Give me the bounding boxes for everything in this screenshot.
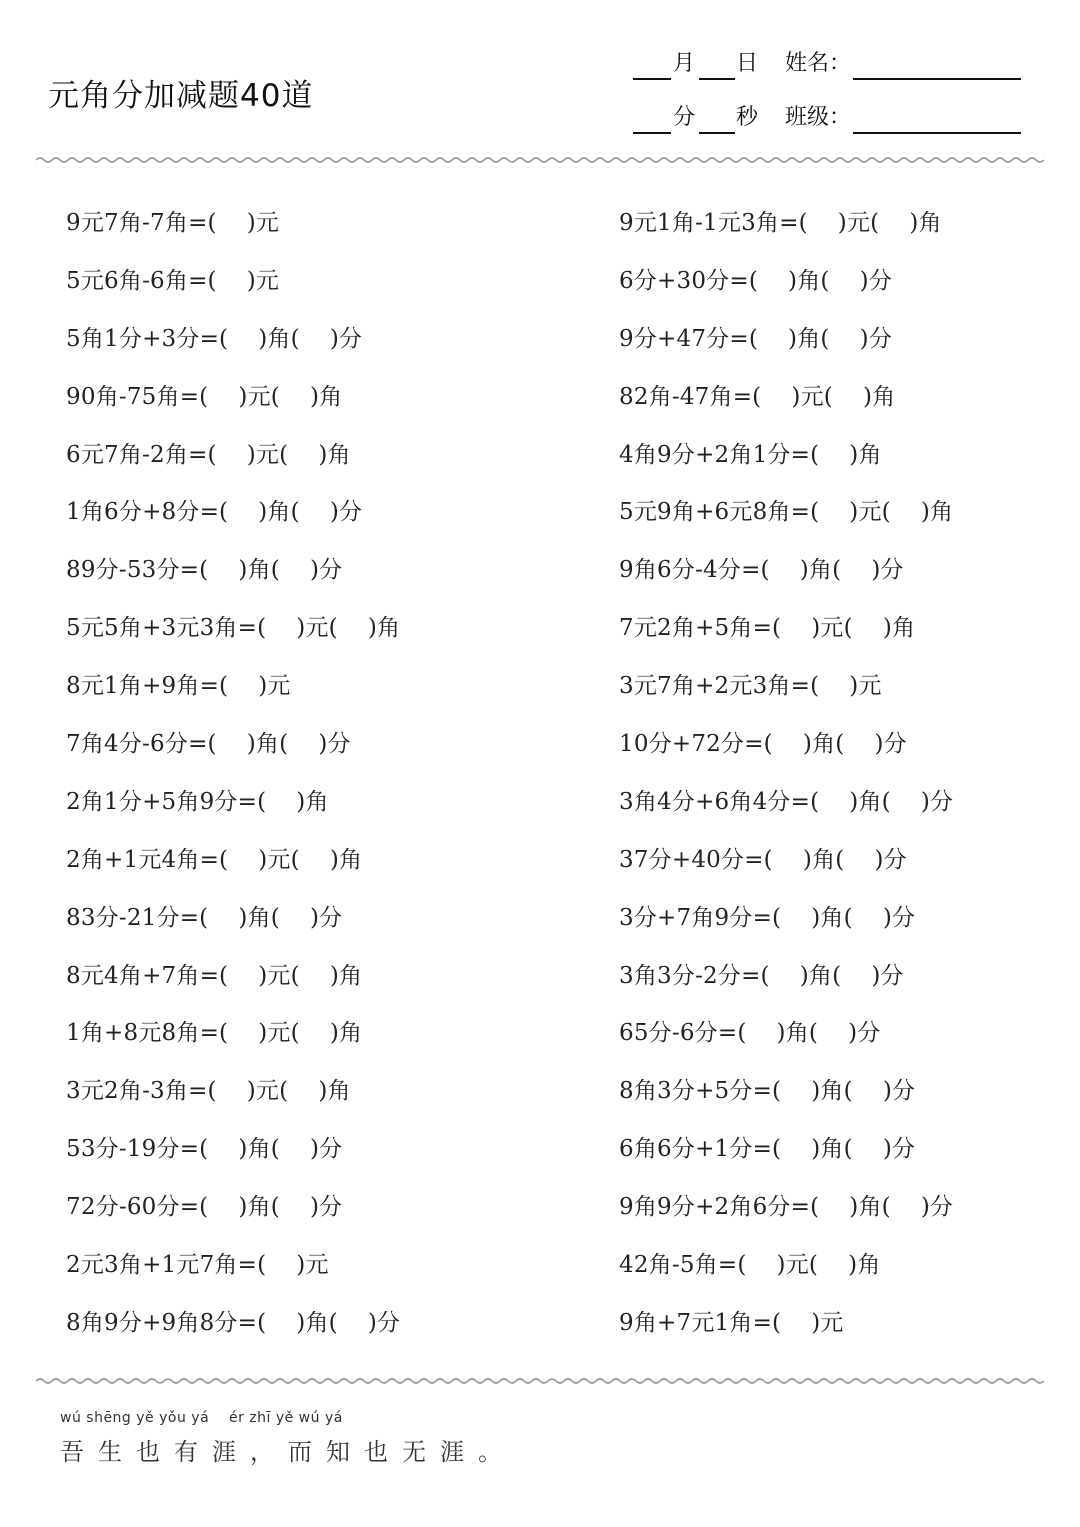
problem-right-6: 5元9角+6元8角=( )元( )角 — [619, 499, 954, 526]
problem-right-16: 8角3分+5分=( )角( )分 — [619, 1078, 916, 1105]
top-wave-divider — [36, 156, 1044, 164]
bottom-wave-divider — [36, 1377, 1044, 1385]
name-label: 姓名： — [785, 51, 852, 76]
problem-left-8: 5元5角+3元3角=( )元( )角 — [66, 615, 401, 642]
problem-left-19: 2元3角+1元7角=( )元 — [66, 1252, 329, 1279]
problem-left-1: 9元7角-7角=( )元 — [66, 210, 280, 236]
month-label: 月 — [673, 51, 696, 76]
problem-right-5: 4角9分+2角1分=( )角 — [619, 441, 882, 468]
problem-column-left — [66, 203, 400, 1361]
problem-right-15: 65分-6分=( )角( )分 — [619, 1020, 881, 1047]
problem-left-10: 7角4分-6分=( )角( )分 — [66, 731, 351, 758]
problem-right-13: 3分+7角9分=( )角( )分 — [619, 904, 916, 931]
problem-left-12: 2角+1元4角=( )元( )角 — [66, 846, 363, 873]
time-class-row — [633, 100, 1033, 136]
problem-right-19: 42角-5角=( )元( )角 — [619, 1252, 881, 1279]
class-label: 班级： — [785, 105, 852, 130]
problem-right-18: 9角9分+2角6分=( )角( )分 — [619, 1194, 954, 1221]
problem-right-9: 3元7角+2元3角=( )元 — [619, 673, 882, 700]
problem-left-18: 72分-60分=( )角( )分 — [66, 1194, 343, 1221]
page-title: 元角分加减题40道 — [48, 78, 314, 114]
problem-right-4: 82角-47角=( )元( )角 — [619, 383, 896, 410]
problem-left-3: 5角1分+3分=( )角( )分 — [66, 325, 363, 352]
date-name-row — [633, 46, 1033, 82]
problem-right-14: 3角3分-2分=( )角( )分 — [619, 962, 904, 989]
day-blank[interactable] — [699, 78, 735, 80]
problem-column-right — [619, 203, 953, 1361]
problem-left-2: 5元6角-6角=( )元 — [66, 267, 280, 294]
second-blank[interactable] — [699, 132, 735, 134]
problem-left-14: 8元4角+7角=( )元( )角 — [66, 962, 363, 989]
problem-left-5: 6元7角-2角=( )元( )角 — [66, 441, 351, 468]
minute-blank[interactable] — [633, 132, 671, 134]
problem-left-17: 53分-19分=( )角( )分 — [66, 1136, 343, 1163]
problem-right-12: 37分+40分=( )角( )分 — [619, 846, 907, 873]
problem-right-7: 9角6分-4分=( )角( )分 — [619, 557, 904, 584]
problem-right-8: 7元2角+5角=( )元( )角 — [619, 615, 916, 642]
name-blank[interactable] — [853, 78, 1021, 80]
problem-left-6: 1角6分+8分=( )角( )分 — [66, 499, 363, 526]
problem-right-17: 6角6分+1分=( )角( )分 — [619, 1136, 916, 1163]
problem-left-7: 89分-53分=( )角( )分 — [66, 557, 343, 584]
problem-right-2: 6分+30分=( )角( )分 — [619, 267, 893, 294]
motto-pinyin: wú shēng yě yǒu yá ér zhī yě wú yá — [60, 1410, 343, 1426]
problem-left-16: 3元2角-3角=( )元( )角 — [66, 1078, 351, 1105]
problem-right-1: 9元1角-1元3角=( )元( )角 — [619, 210, 942, 236]
problem-left-20: 8角9分+9角8分=( )角( )分 — [66, 1309, 401, 1336]
problem-right-11: 3角4分+6角4分=( )角( )分 — [619, 788, 954, 815]
problem-left-9: 8元1角+9角=( )元 — [66, 673, 291, 700]
month-blank[interactable] — [633, 78, 671, 80]
problem-left-4: 90角-75角=( )元( )角 — [66, 383, 343, 410]
class-blank[interactable] — [853, 132, 1021, 134]
motto-text: 吾生也有涯，而知也无涯。 — [60, 1438, 516, 1466]
minute-label: 分 — [673, 105, 696, 130]
problem-left-15: 1角+8元8角=( )元( )角 — [66, 1020, 363, 1047]
problem-left-13: 83分-21分=( )角( )分 — [66, 904, 343, 931]
problem-right-10: 10分+72分=( )角( )分 — [619, 731, 907, 758]
second-label: 秒 — [736, 105, 759, 130]
problem-left-11: 2角1分+5角9分=( )角 — [66, 788, 329, 815]
problem-right-20: 9角+7元1角=( )元 — [619, 1309, 844, 1336]
problem-right-3: 9分+47分=( )角( )分 — [619, 325, 893, 352]
day-label: 日 — [736, 51, 759, 76]
motto — [60, 1410, 516, 1467]
